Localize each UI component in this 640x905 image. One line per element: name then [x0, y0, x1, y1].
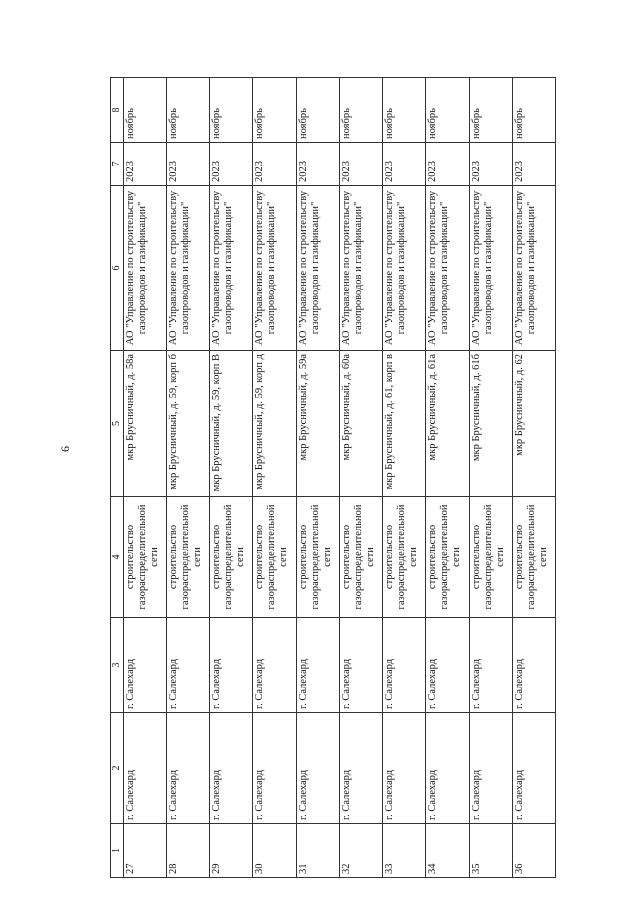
- table-row: [339, 78, 382, 878]
- district-cell: г. Салехард: [166, 713, 209, 824]
- month-cell: ноябрь: [210, 78, 253, 143]
- work-type-cell: строительство газораспределительной сети: [512, 497, 555, 618]
- year-cell: 2023: [296, 143, 339, 186]
- address-cell: мкр Брусничный, д. 58а: [123, 351, 166, 497]
- locality-cell: г. Салехард: [166, 618, 209, 713]
- locality-cell: г. Салехард: [383, 618, 426, 713]
- locality-cell: г. Салехард: [296, 618, 339, 713]
- executor-cell: АО "Управление по строительству газопроводов и газификации": [339, 186, 382, 351]
- executor-cell: АО "Управление по строительству газопроводов и газификации": [123, 186, 166, 351]
- month-cell: ноябрь: [426, 78, 469, 143]
- column-header: 8: [111, 78, 124, 143]
- month-cell: ноябрь: [296, 78, 339, 143]
- row-number: 32: [339, 824, 382, 878]
- locality-cell: г. Салехард: [469, 618, 512, 713]
- work-type-cell: строительство газораспределительной сети: [339, 497, 382, 618]
- row-number: 36: [512, 824, 555, 878]
- year-cell: 2023: [383, 143, 426, 186]
- column-header: 4: [111, 497, 124, 618]
- year-cell: 2023: [339, 143, 382, 186]
- month-cell: ноябрь: [512, 78, 555, 143]
- district-cell: г. Салехард: [469, 713, 512, 824]
- year-cell: 2023: [123, 143, 166, 186]
- month-cell: ноябрь: [383, 78, 426, 143]
- table-container: [110, 78, 556, 878]
- address-cell: мкр Брусничный, д. 60а: [339, 351, 382, 497]
- district-cell: г. Салехард: [426, 713, 469, 824]
- locality-cell: г. Салехард: [512, 618, 555, 713]
- work-type-cell: строительство газораспределительной сети: [123, 497, 166, 618]
- column-header: 2: [111, 713, 124, 824]
- table-row: [253, 78, 296, 878]
- address-cell: мкр Брусничный, д. 62: [512, 351, 555, 497]
- header-row: [111, 78, 124, 878]
- row-number: 33: [383, 824, 426, 878]
- table-row: [383, 78, 426, 878]
- district-cell: г. Салехард: [339, 713, 382, 824]
- column-header: 6: [111, 186, 124, 351]
- year-cell: 2023: [166, 143, 209, 186]
- executor-cell: АО "Управление по строительству газопроводов и газификации": [426, 186, 469, 351]
- month-cell: ноябрь: [469, 78, 512, 143]
- address-cell: мкр Брусничный, д. 61б: [469, 351, 512, 497]
- executor-cell: АО "Управление по строительству газопроводов и газификации": [253, 186, 296, 351]
- column-header: 3: [111, 618, 124, 713]
- column-header: 5: [111, 351, 124, 497]
- locality-cell: г. Салехард: [123, 618, 166, 713]
- work-type-cell: строительство газораспределительной сети: [383, 497, 426, 618]
- district-cell: г. Салехард: [253, 713, 296, 824]
- month-cell: ноябрь: [166, 78, 209, 143]
- locality-cell: г. Салехард: [210, 618, 253, 713]
- table-row: [123, 78, 166, 878]
- work-type-cell: строительство газораспределительной сети: [166, 497, 209, 618]
- table-row: [296, 78, 339, 878]
- work-type-cell: строительство газораспределительной сети: [210, 497, 253, 618]
- address-cell: мкр Брусничный, д. 61а: [426, 351, 469, 497]
- executor-cell: АО "Управление по строительству газопроводов и газификации": [166, 186, 209, 351]
- table-row: [512, 78, 555, 878]
- year-cell: 2023: [469, 143, 512, 186]
- address-cell: мкр Брусничный, д. 61, корп в: [383, 351, 426, 497]
- executor-cell: АО "Управление по строительству газопроводов и газификации": [512, 186, 555, 351]
- executor-cell: АО "Управление по строительству газопроводов и газификации": [296, 186, 339, 351]
- table-row: [426, 78, 469, 878]
- executor-cell: АО "Управление по строительству газопроводов и газификации": [469, 186, 512, 351]
- row-number: 34: [426, 824, 469, 878]
- month-cell: ноябрь: [339, 78, 382, 143]
- table-row: [166, 78, 209, 878]
- work-type-cell: строительство газораспределительной сети: [469, 497, 512, 618]
- address-cell: мкр Брусничный, д. 59, корп В: [210, 351, 253, 497]
- row-number: 35: [469, 824, 512, 878]
- table-row: [469, 78, 512, 878]
- row-number: 28: [166, 824, 209, 878]
- month-cell: ноябрь: [123, 78, 166, 143]
- page-number: 6: [58, 446, 72, 452]
- district-cell: г. Салехард: [383, 713, 426, 824]
- address-cell: мкр Брусничный, д. 59, корп д: [253, 351, 296, 497]
- data-table: [110, 77, 556, 878]
- row-number: 31: [296, 824, 339, 878]
- column-header: 1: [111, 824, 124, 878]
- executor-cell: АО "Управление по строительству газопроводов и газификации": [383, 186, 426, 351]
- locality-cell: г. Салехард: [426, 618, 469, 713]
- row-number: 27: [123, 824, 166, 878]
- year-cell: 2023: [210, 143, 253, 186]
- locality-cell: г. Салехард: [339, 618, 382, 713]
- row-number: 29: [210, 824, 253, 878]
- work-type-cell: строительство газораспределительной сети: [296, 497, 339, 618]
- year-cell: 2023: [512, 143, 555, 186]
- address-cell: мкр Брусничный, д. 59а: [296, 351, 339, 497]
- table-row: [210, 78, 253, 878]
- district-cell: г. Салехард: [123, 713, 166, 824]
- year-cell: 2023: [253, 143, 296, 186]
- row-number: 30: [253, 824, 296, 878]
- locality-cell: г. Салехард: [253, 618, 296, 713]
- district-cell: г. Салехард: [512, 713, 555, 824]
- district-cell: г. Салехард: [296, 713, 339, 824]
- month-cell: ноябрь: [253, 78, 296, 143]
- work-type-cell: строительство газораспределительной сети: [253, 497, 296, 618]
- executor-cell: АО "Управление по строительству газопроводов и газификации": [210, 186, 253, 351]
- district-cell: г. Салехард: [210, 713, 253, 824]
- work-type-cell: строительство газораспределительной сети: [426, 497, 469, 618]
- year-cell: 2023: [426, 143, 469, 186]
- address-cell: мкр Брусничный, д. 59, корп б: [166, 351, 209, 497]
- column-header: 7: [111, 143, 124, 186]
